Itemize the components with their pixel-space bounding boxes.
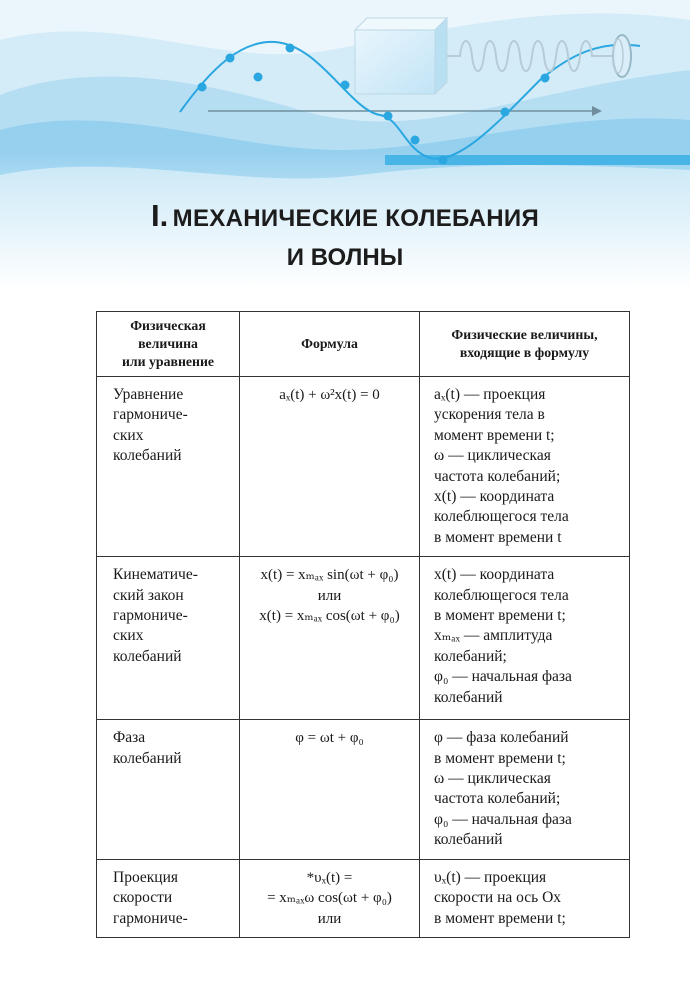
table-row xyxy=(97,377,630,557)
table-row xyxy=(97,859,630,937)
row-description: x(t) — координата колеблющегося тела в момент времени t; xₘₐₓ — амплитуда колебаний; φ₀ — начальная фаза колебаний xyxy=(420,557,630,720)
row-description: aₓ(t) — проекция ускорения тела в момент времени t; ω — циклическая частота колебаний; x(t) — координата колеблющегося тела в момент времени t xyxy=(420,377,630,557)
row-name: Кинематиче- ский закон гармониче- ских колебаний xyxy=(97,557,240,720)
row-name: Фаза колебаний xyxy=(97,720,240,859)
chapter-number: I. xyxy=(150,198,169,233)
chapter-title-line2: И ВОЛНЫ xyxy=(286,244,404,271)
row-formula: *υₓ(t) = = xₘₐₓω cos(ωt + φ₀) или xyxy=(240,859,420,937)
table-header-row xyxy=(97,312,630,377)
header-quantity: Физическая величина или уравнение xyxy=(97,312,240,377)
header-description: Физические величины, входящие в формулу xyxy=(420,312,630,377)
chapter-title-line1: МЕХАНИЧЕСКИЕ КОЛЕБАНИЯ xyxy=(172,205,540,232)
table-row xyxy=(97,557,630,720)
row-formula: x(t) = xₘₐₓ sin(ωt + φ₀) или x(t) = xₘₐₓ cos(ωt + φ₀) xyxy=(240,557,420,720)
row-description: υₓ(t) — проекция скорости на ось Ox в момент времени t; xyxy=(420,859,630,937)
formula-table xyxy=(96,311,630,938)
row-description: φ — фаза колебаний в момент времени t; ω — циклическая частота колебаний; φ₀ — начальная фаза колебаний xyxy=(420,720,630,859)
row-name: Уравнение гармониче- ских колебаний xyxy=(97,377,240,557)
row-name: Проекция скорости гармониче- xyxy=(97,859,240,937)
row-formula: φ = ωt + φ₀ xyxy=(240,720,420,859)
chapter-title xyxy=(0,198,690,276)
table-row xyxy=(97,720,630,859)
header-formula: Формула xyxy=(240,312,420,377)
row-formula: aₓ(t) + ω²x(t) = 0 xyxy=(240,377,420,557)
